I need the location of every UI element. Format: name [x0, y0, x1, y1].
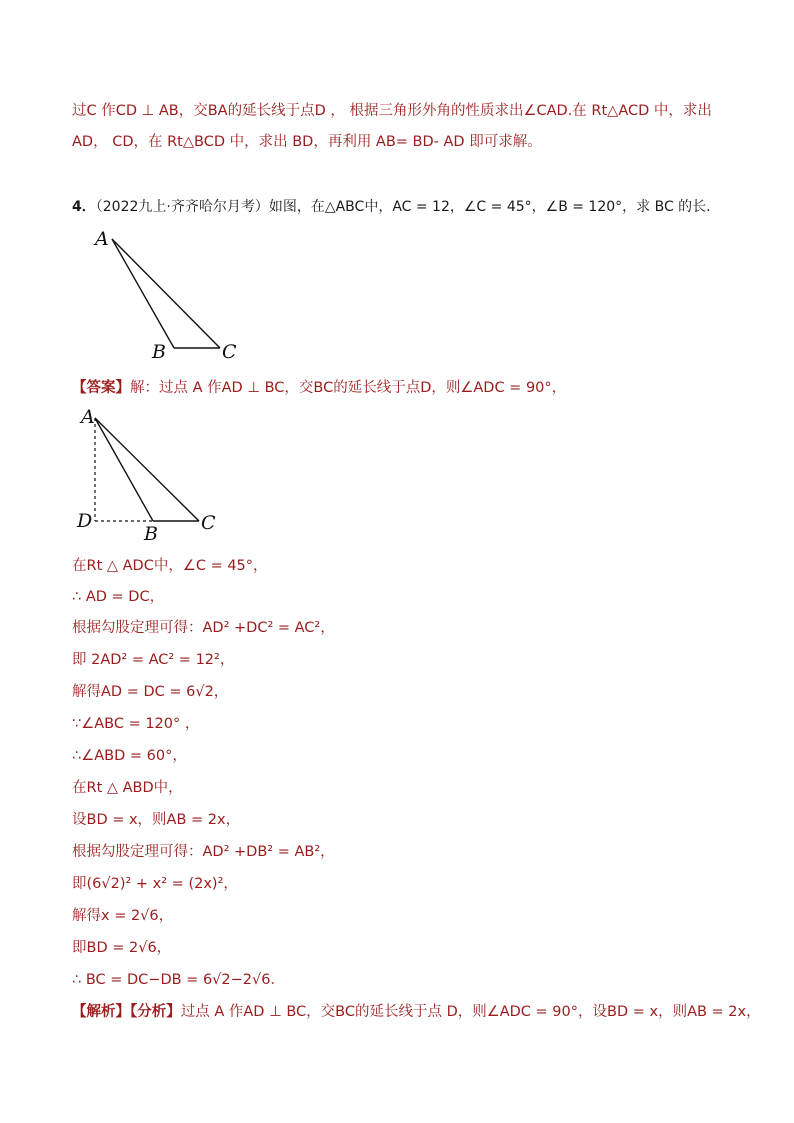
analysis-tag: 【解析】【分析】 — [72, 1004, 181, 1020]
label-a: A — [95, 228, 109, 250]
analysis-line — [72, 1002, 761, 1022]
problem-number: 4． — [72, 199, 96, 215]
answer-line — [72, 378, 566, 398]
answer-tag: 【答案】 — [72, 380, 130, 396]
solution-step-9: 设BD = x，则AB = 2x， — [72, 812, 241, 828]
triangle-figure — [90, 225, 250, 365]
answer-text: 解：过点 A 作AD ⊥ BC，交BC的延长线于点D，则∠ADC = 90°， — [130, 380, 567, 396]
solution-step-13: 即BD = 2√6， — [72, 940, 172, 956]
problem-source: （2022九上·齐齐哈尔月考） — [95, 199, 269, 215]
solution-step-8: 在Rt △ ABD中， — [72, 780, 183, 796]
analysis-text: 过点 A 作AD ⊥ BC，交BC的延长线于点 D，则∠ADC = 90°，设BD = x，则AB = 2x， — [180, 1004, 761, 1020]
solution-step-1: 在Rt △ ADC中，∠C = 45°， — [72, 558, 268, 574]
problem-text: 如图，在△ABC中，AC = 12，∠C = 45°，∠B = 120°，求 BC 的长． — [268, 199, 721, 215]
side-ac — [112, 239, 220, 348]
label-a: A — [81, 406, 95, 428]
solution-step-6: ∵∠ABC = 120° ， — [72, 716, 200, 732]
side-ab — [112, 239, 174, 348]
solution-step-11: 即(6√2)² + x² = (2x)²， — [72, 876, 238, 892]
intro-line-2: AD， CD，在 Rt△BCD 中，求出 BD，再利用 AB= BD- AD 即可求解。 — [72, 134, 542, 150]
intro-line-1: 过C 作CD ⊥ AB，交BA的延长线于点D ， 根据三角形外角的性质求出∠CAD.在 Rt△ACD 中，求出 — [72, 103, 712, 119]
label-d: D — [77, 510, 93, 532]
side-ab — [95, 418, 153, 521]
solution-step-12: 解得x = 2√6， — [72, 908, 174, 924]
label-b: B — [152, 341, 166, 363]
solution-step-5: 解得AD = DC = 6√2， — [72, 684, 229, 700]
solution-step-7: ∴∠ABD = 60°， — [72, 748, 187, 764]
solution-step-3: 根据勾股定理可得：AD² +DC² = AC²， — [72, 620, 335, 636]
solution-step-4: 即 2AD² = AC² = 12²， — [72, 652, 235, 668]
problem-statement — [72, 197, 720, 217]
label-b: B — [144, 523, 158, 545]
label-c: C — [222, 341, 237, 363]
triangle-figure-with-altitude — [75, 403, 245, 543]
label-c: C — [201, 512, 216, 534]
side-ac — [95, 418, 199, 521]
solution-step-14: ∴ BC = DC−DB = 6√2−2√6． — [72, 972, 285, 988]
solution-step-2: ∴ AD = DC， — [72, 589, 165, 605]
solution-step-10: 根据勾股定理可得：AD² +DB² = AB²， — [72, 844, 335, 860]
